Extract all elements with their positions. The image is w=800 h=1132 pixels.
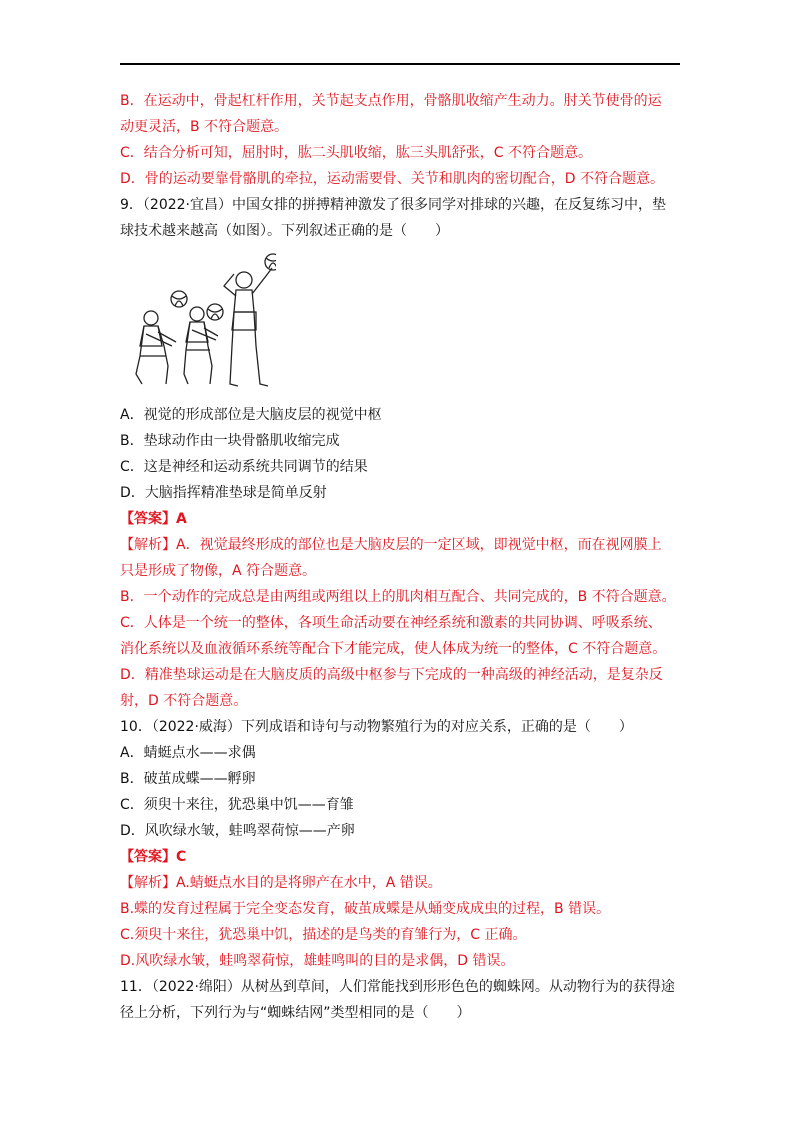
q10-answer: 【答案】C [120, 849, 187, 865]
q11-stem-line2: 径上分析，下列行为与“蜘蛛结网”类型相同的是（ ） [120, 1005, 471, 1021]
q10-explain-line: 【解析】A.蜻蜓点水目的是将卵产在水中，A 错误。 [120, 875, 442, 891]
q11-stem-line1: 11．（2022·绵阳）从树丛到草间，人们常能找到形形色色的蜘蛛网。从动物行为的获得途 [120, 979, 675, 995]
q10-stem: 10．（2022·威海）下列成语和诗句与动物繁殖行为的对应关系，正确的是（ ） [120, 719, 633, 735]
q9-explain-line: B．一个动作的完成总是由两组或两组以上的肌肉相互配合、共同完成的，B 不符合题意。 [120, 589, 676, 605]
header-rule [120, 63, 680, 65]
q10-option-d: D．风吹绿水皱，蛙鸣翠荷惊——产卵 [120, 823, 355, 839]
q9-option-c: C．这是神经和运动系统共同调节的结果 [120, 459, 368, 475]
q9-answer: 【答案】A [120, 511, 187, 527]
document-body [120, 88, 680, 1026]
q8-explain-c: C．结合分析可知，屈肘时，肱二头肌收缩，肱三头肌舒张，C 不符合题意。 [120, 145, 592, 161]
q10-explain-line: D.风吹绿水皱，蛙鸣翠荷惊，雄蛙鸣叫的目的是求偶，D 错误。 [120, 953, 515, 969]
q9-explain-line: 射，D 不符合题意。 [120, 693, 248, 709]
q8-explain-b-line2: 动更灵活，B 不符合题意。 [120, 119, 289, 135]
q10-explain-line: B.蝶的发育过程属于完全变态发育，破茧成蝶是从蛹变成成虫的过程，B 错误。 [120, 901, 611, 917]
q10-explain-line: C.须臾十来往，犹恐巢中饥，描述的是鸟类的育雏行为，C 正确。 [120, 927, 527, 943]
volleyball-figure [126, 246, 276, 396]
q9-option-b: B．垫球动作由一块骨骼肌收缩完成 [120, 433, 340, 449]
q8-explain-b-line1: B．在运动中，骨起杠杆作用，关节起支点作用，骨骼肌收缩产生动力。肘关节使骨的运 [120, 93, 662, 109]
q10-option-c: C．须臾十来往，犹恐巢中饥——育雏 [120, 797, 354, 813]
q10-option-a: A．蜻蜓点水——求偶 [120, 745, 256, 761]
q9-explain-line: 【解析】A．视觉最终形成的部位也是大脑皮层的一定区域，即视觉中枢，而在视网膜上 [120, 537, 662, 553]
q8-explain-d: D．骨的运动要靠骨骼肌的牵拉，运动需要骨、关节和肌肉的密切配合，D 不符合题意。 [120, 171, 665, 187]
q9-explain-line: C．人体是一个统一的整体，各项生命活动要在神经系统和激素的共同协调、呼吸系统、 [120, 615, 662, 631]
q9-stem-line2: 球技术越来越高（如图）。下列叙述正确的是（ ） [120, 223, 449, 239]
q9-explain-line: D．精准垫球运动是在大脑皮质的高级中枢参与下完成的一种高级的神经活动，是复杂反 [120, 667, 663, 683]
q9-option-d: D．大脑指挥精准垫球是简单反射 [120, 485, 327, 501]
q9-explain-line: 只是形成了物像，A 符合题意。 [120, 563, 317, 579]
q9-stem-line1: 9．（2022·宜昌）中国女排的拼搏精神激发了很多同学对排球的兴趣，在反复练习中，垫 [120, 197, 666, 213]
q9-option-a: A．视觉的形成部位是大脑皮层的视觉中枢 [120, 407, 382, 423]
q9-explain-line: 消化系统以及血液循环系统等配合下才能完成，使人体成为统一的整体，C 不符合题意。 [120, 641, 667, 657]
q10-option-b: B．破茧成蝶——孵卵 [120, 771, 256, 787]
